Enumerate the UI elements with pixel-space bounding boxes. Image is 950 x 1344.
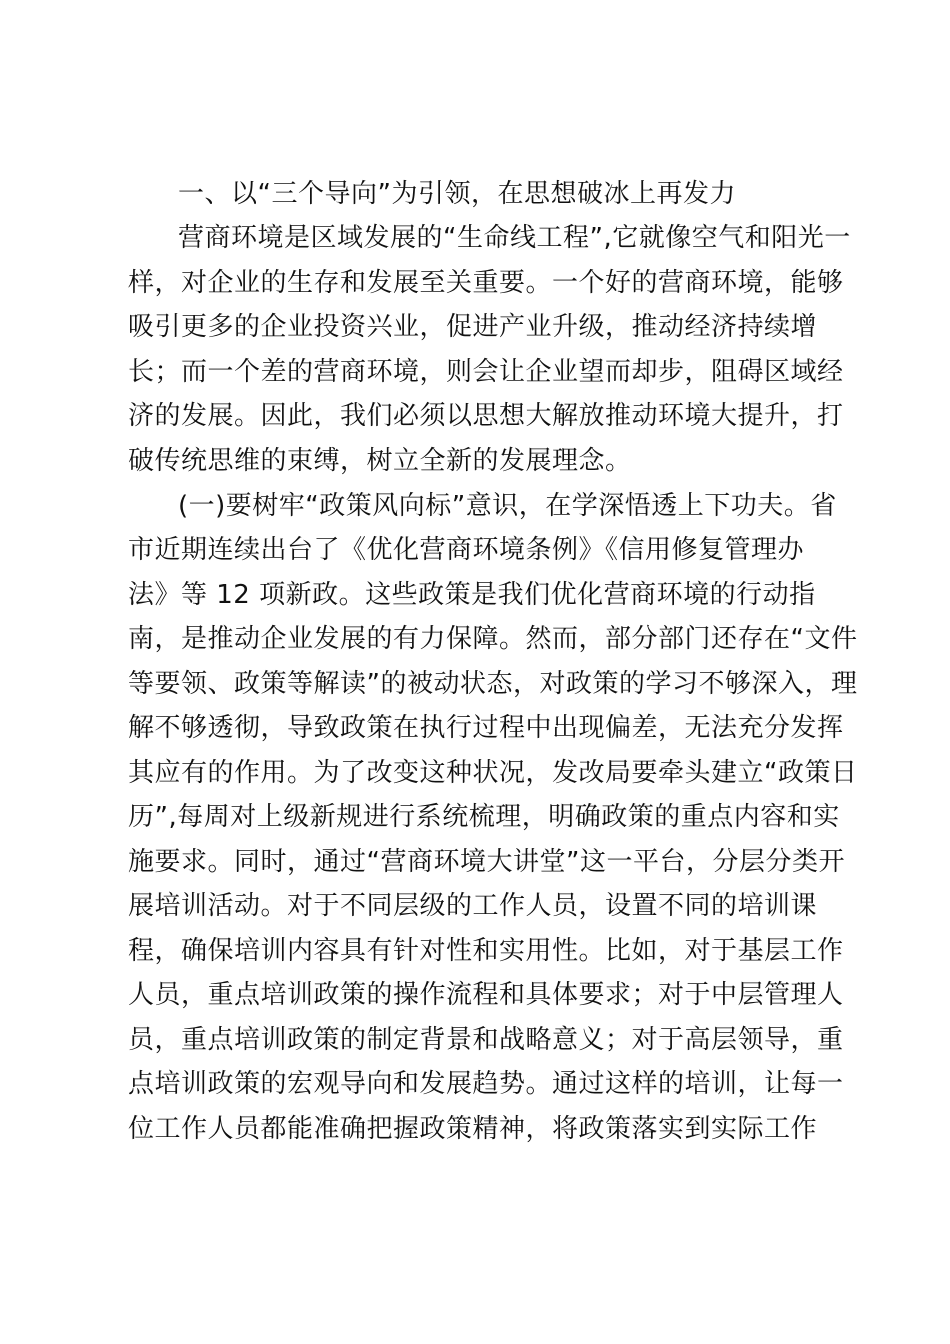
paragraph-line: 济的发展。因此，我们必须以思想大解放推动环境大提升，打: [128, 401, 844, 431]
paragraph-line: 长；而一个差的营商环境，则会让企业望而却步，阻碍区域经: [128, 357, 844, 387]
paragraph-line: 展培训活动。对于不同层级的工作人员，设置不同的培训课: [128, 891, 818, 921]
paragraph-line: 南，是推动企业发展的有力保障。然而，部分部门还存在“文件: [128, 624, 858, 654]
section-heading: 一、以“三个导向”为引领，在思想破冰上再发力: [178, 179, 736, 209]
paragraph-line: 人员，重点培训政策的操作流程和具体要求；对于中层管理人: [128, 980, 844, 1010]
paragraph-line: (一)要树牢“政策风向标”意识，在学深悟透上下功夫。省: [178, 491, 837, 521]
paragraph-line: 其应有的作用。为了改变这种状况，发改局要牵头建立“政策日: [128, 758, 858, 788]
paragraph-line: 样，对企业的生存和发展至关重要。一个好的营商环境，能够: [128, 268, 844, 298]
paragraph-line: 程，确保培训内容具有针对性和实用性。比如，对于基层工作: [128, 936, 844, 966]
paragraph-line: 解不够透彻，导致政策在执行过程中出现偏差，无法充分发挥: [128, 713, 844, 743]
paragraph-line: 法》等 12 项新政。这些政策是我们优化营商环境的行动指: [128, 580, 816, 610]
paragraph-line: 营商环境是区域发展的“生命线工程”,它就像空气和阳光一: [178, 223, 851, 253]
paragraph-line: 点培训政策的宏观导向和发展趋势。通过这样的培训，让每一: [128, 1069, 844, 1099]
paragraph-line: 破传统思维的束缚，树立全新的发展理念。: [128, 446, 632, 476]
paragraph-line: 历”,每周对上级新规进行系统梳理，明确政策的重点内容和实: [128, 802, 840, 832]
paragraph-line: 施要求。同时，通过“营商环境大讲堂”这一平台，分层分类开: [128, 847, 845, 877]
paragraph-line: 员，重点培训政策的制定背景和战略意义；对于高层领导，重: [128, 1025, 844, 1055]
paragraph-line: 市近期连续出台了《优化营商环境条例》《信用修复管理办: [128, 535, 805, 565]
paragraph-line: 等要领、政策等解读”的被动状态，对政策的学习不够深入，理: [128, 669, 858, 699]
paragraph-line: 位工作人员都能准确把握政策精神，将政策落实到实际工作: [128, 1114, 818, 1144]
paragraph-line: 吸引更多的企业投资兴业，促进产业升级，推动经济持续增: [128, 312, 818, 342]
